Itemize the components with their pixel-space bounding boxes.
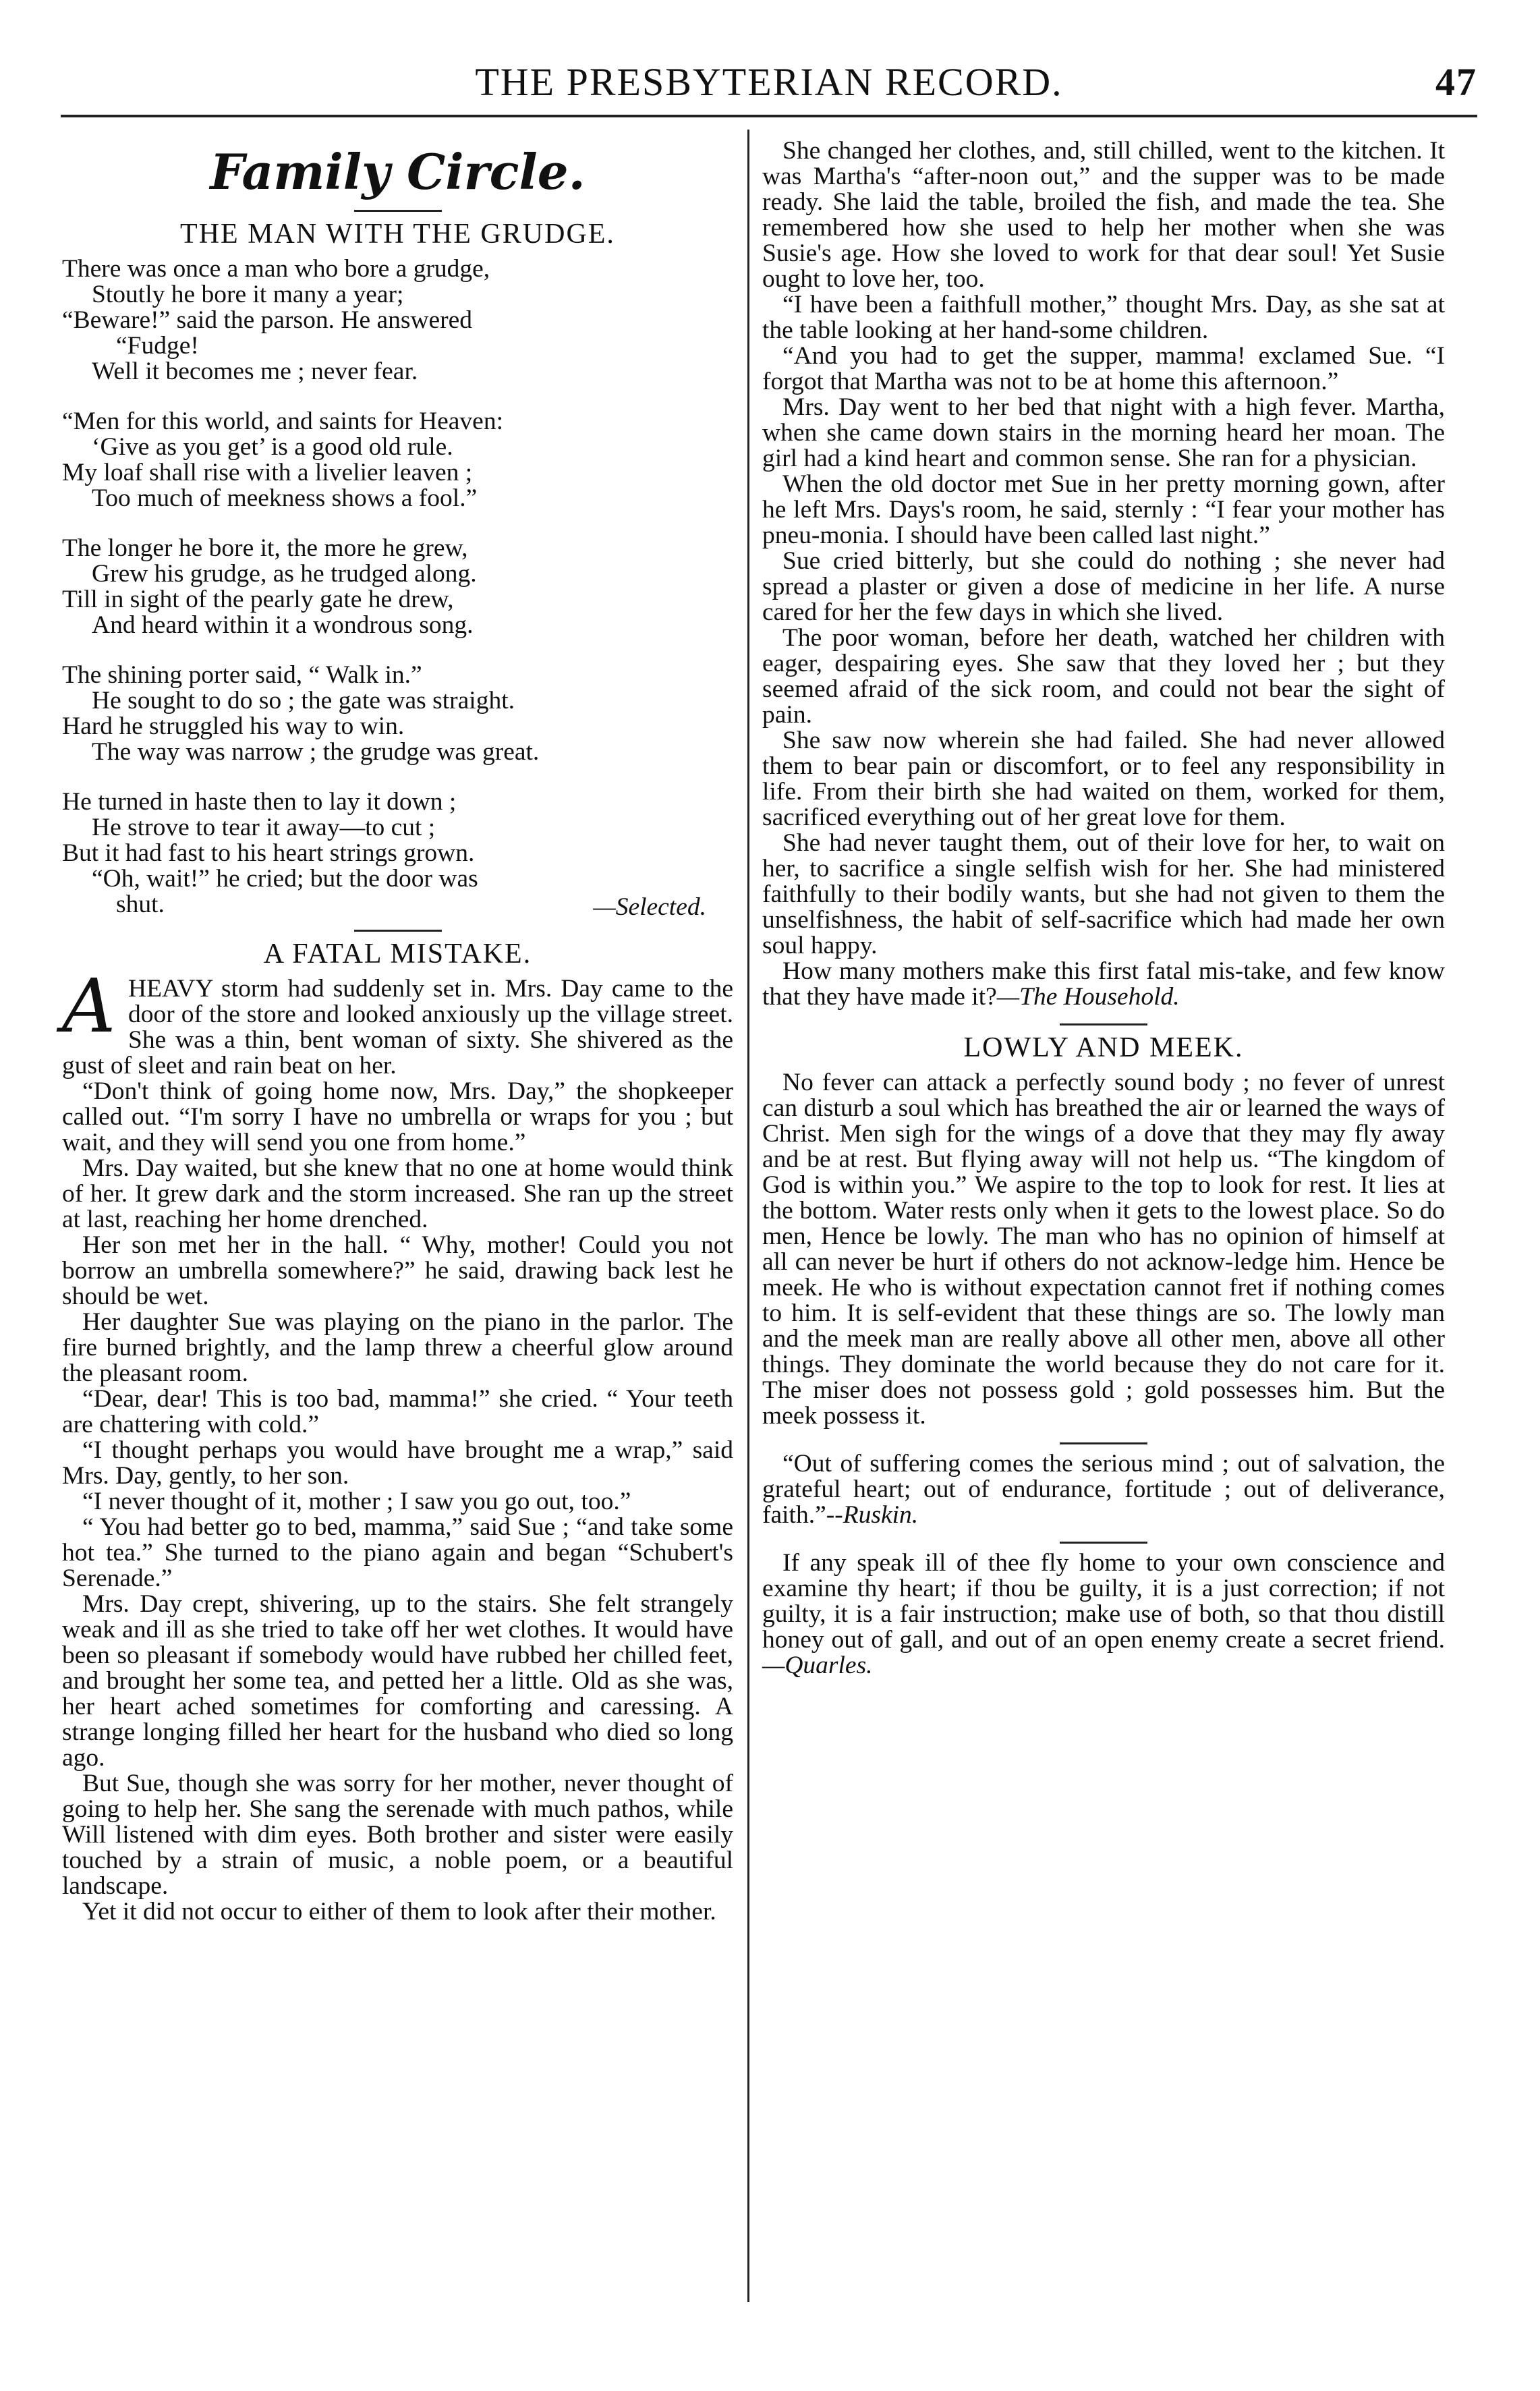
story-paragraph: Yet it did not occur to either of them to look after their mother. <box>82 1898 716 1925</box>
poem-attribution: —Selected. <box>593 893 706 921</box>
poem-line: He turned in haste then to lay it down ; <box>62 788 457 816</box>
story-paragraph: Mrs. Day went to her bed that night with a high fever. Martha, when she came down stairs in the morning heard her moan. The girl had a kind heart and common sense. She ran for a physician. <box>762 393 1445 472</box>
poem-line: There was once a man who bore a grudge, <box>62 255 490 283</box>
story-paragraph: She changed her clothes, and, still chilled, went to the kitchen. It was Martha's “after-noon out,” and the supper was to be made ready. She laid the table, broiled the fish, and made the tea. She remembered how she used to help her mother when she was Susie's age. How she loved to work for that dear soul! Yet Susie ought to love her, too. <box>762 137 1445 293</box>
poem-line: He sought to do so ; the gate was straight. <box>92 687 515 714</box>
running-head <box>61 59 1477 107</box>
quote-paragraph <box>762 1550 1445 1679</box>
poem-line: Stoutly he bore it many a year; <box>92 281 404 308</box>
poem-line: Grew his grudge, as he trudged along. <box>92 560 477 588</box>
poem-line: “Oh, wait!” he cried; but the door was <box>92 865 478 893</box>
story-paragraph: Her daughter Sue was playing on the piano in the parlor. The fire burned brightly, and the lamp threw a cheerful glow around the pleasant room. <box>62 1308 733 1387</box>
poem-stanza <box>62 409 733 511</box>
quote-text: If any speak ill of thee fly home to your own conscience and examine thy heart; if thou be guilty, it is a just correction; if not guilty, it is a fair instruction; make use of both, so that thou distill honey out of gall, and out of an open enemy create a secret friend. <box>762 1549 1445 1654</box>
article-paragraph: No fever can attack a perfectly sound body ; no fever of unrest can disturb a soul which has breathed the air or learned the ways of Christ. Men sigh for the wings of a dove that they may fly away and be at rest. But flying away will not help us. “The kingdom of God is within you.” We aspire to the top to look for rest. It lies at the bottom. Water rests only when it gets to the lowest place. So do men, Hence be lowly. The man who has no opinion of himself at all can never be hurt if others do not acknow-ledge him. Hence be meek. He who is without expectation cannot fret if nothing comes to him. It is self-evident that these things are so. The lowly man and the meek man are really above all other men, above all other things. They dominate the world because they do not care for it. The miser does not possess gold ; gold possesses him. But the meek possess it. <box>762 1069 1445 1430</box>
story-paragraph: She saw now wherein she had failed. She had never allowed them to bear pain or discomfort, or to feel any responsibility in life. From their birth she had waited on them, worked for them, sacrificed everything out of her great love for them. <box>762 727 1445 831</box>
poem-line: The shining porter said, “ Walk in.” <box>62 661 422 689</box>
story-paragraph: “I have been a faithfull mother,” thought Mrs. Day, as she sat at the table looking at her hand-some children. <box>762 291 1445 344</box>
left-column <box>62 138 733 1925</box>
poem-line: Well it becomes me ; never fear. <box>92 358 418 385</box>
column-divider <box>747 130 749 2302</box>
story-paragraph: Her son met her in the hall. “ Why, mother! Could you not borrow an umbrella somewhere?” he said, drawing back lest he should be wet. <box>62 1231 733 1310</box>
story-title: A FATAL MISTAKE. <box>263 938 532 969</box>
poem-line: Hard he struggled his way to win. <box>62 712 405 740</box>
story-paragraph <box>762 959 1445 1010</box>
story-paragraph <box>62 963 733 1079</box>
header-rule <box>61 115 1477 117</box>
poem-stanza <box>62 663 733 765</box>
story-source: —The Household. <box>996 983 1180 1011</box>
story-paragraph: “ You had better go to bed, mamma,” said Sue ; “and take some hot tea.” She turned to the piano again and began “Schubert's Serenade.” <box>62 1513 733 1592</box>
drop-cap: A <box>62 963 116 1049</box>
story-paragraph-text: How many mothers make this first fatal mis-take, and few know that they have made it? <box>762 957 1445 1011</box>
poem <box>62 256 733 920</box>
quote-attribution: —Quarles. <box>762 1652 873 1679</box>
divider-rule <box>1060 1442 1147 1444</box>
story-paragraph: The poor woman, before her death, watched her children with eager, despairing eyes. She saw that they loved her ; but they seemed afraid of the sick room, and could not bear the sight of pain. <box>762 624 1445 729</box>
poem-stanza <box>62 256 733 385</box>
poem-line: Too much of meekness shows a fool.” <box>92 484 478 512</box>
poem-line: “Beware!” said the parson. He answered <box>62 306 473 334</box>
poem-line: The way was narrow ; the grudge was great. <box>92 738 540 766</box>
poem-line: And heard within it a wondrous song. <box>92 611 474 639</box>
story-paragraph: “Don't think of going home now, Mrs. Day,” the shopkeeper called out. “I'm sorry I have no umbrella or wraps for you ; but wait, and they will send you one from home.” <box>62 1077 733 1156</box>
running-title: THE PRESBYTERIAN RECORD. <box>475 60 1063 104</box>
divider-rule <box>1060 1023 1147 1025</box>
story-paragraph: Mrs. Day crept, shivering, up to the stairs. She felt strangely weak and ill as she tried to take off her wet clothes. It would have been so pleasant if somebody would have rubbed her chilled feet, and brought her some tea, and petted her a little. Old as she was, her heart ached sometimes for comforting and caressing. A strange longing filled her heart for the husband who died so long ago. <box>62 1590 733 1772</box>
poem-line: shut. <box>116 891 165 918</box>
poem-line: He strove to tear it away—to cut ; <box>92 814 436 841</box>
poem-title: THE MAN WITH THE GRUDGE. <box>180 219 615 250</box>
article-title: LOWLY AND MEEK. <box>963 1032 1244 1063</box>
poem-line: “Fudge! <box>116 332 199 360</box>
quote-text: “Out of suffering comes the serious mind ; out of salvation, the grateful heart; out of endurance, fortitude ; out of deliverance, faith.” <box>762 1450 1445 1529</box>
poem-line: The longer he bore it, the more he grew, <box>62 534 468 562</box>
section-masthead: Family Circle. <box>210 143 586 200</box>
divider-rule <box>354 210 442 212</box>
divider-rule <box>1060 1542 1147 1544</box>
poem-stanza <box>62 536 733 638</box>
story-paragraph: “I never thought of it, mother ; I saw you go out, too.” <box>82 1488 631 1515</box>
page-number: 47 <box>1435 60 1477 104</box>
poem-line: ‘Give as you get’ is a good old rule. <box>92 433 453 461</box>
story-paragraph: “And you had to get the supper, mamma! exclamed Sue. “I forgot that Martha was not to be at home this afternoon.” <box>762 342 1445 395</box>
story-paragraph: “I thought perhaps you would have brought me a wrap,” said Mrs. Day, gently, to her son. <box>62 1436 733 1490</box>
divider-rule <box>354 930 442 932</box>
story-paragraph: But Sue, though she was sorry for her mother, never thought of going to help her. She sang the serenade with much pathos, while Will listened with dim eyes. Both brother and sister were easily touched by a strain of music, a noble poem, or a beautiful landscape. <box>62 1770 733 1900</box>
poem-line: “Men for this world, and saints for Heaven: <box>62 407 503 435</box>
quote-attribution: --Ruskin. <box>826 1501 919 1529</box>
story-paragraph: Mrs. Day waited, but she knew that no one at home would think of her. It grew dark and the storm increased. She ran up the street at last, reaching her home drenched. <box>62 1154 733 1233</box>
story-paragraph: “Dear, dear! This is too bad, mamma!” she cried. “ Your teeth are chattering with cold.” <box>62 1385 733 1438</box>
story-paragraph: Sue cried bitterly, but she could do nothing ; she never had spread a plaster or given a dose of medicine in her life. A nurse cared for her the few days in which she lived. <box>762 547 1445 626</box>
poem-line: Till in sight of the pearly gate he drew, <box>62 586 454 613</box>
poem-line: But it had fast to his heart strings grown. <box>62 839 475 867</box>
right-column <box>762 138 1445 1679</box>
quote-paragraph <box>762 1451 1445 1528</box>
story-paragraph: When the old doctor met Sue in her pretty morning gown, after he left Mrs. Days's room, he said, sternly : “I fear your mother has pneu-monia. I should have been called last night.” <box>762 470 1445 549</box>
story-paragraph-text: HEAVY storm had suddenly set in. Mrs. Day came to the door of the store and looked anxiously up the village street. She was a thin, bent woman of sixty. She shivered as the gust of sleet and rain beat on her. <box>62 975 733 1079</box>
story-paragraph: She had never taught them, out of their love for her, to wait on her, to sacrifice a single selfish wish for her. She had ministered faithfully to their bodily wants, but she had not given to them the unselfishness, the habit of self-sacrifice which had made her own soul happy. <box>762 829 1445 959</box>
poem-line: My loaf shall rise with a livelier leaven ; <box>62 459 473 486</box>
